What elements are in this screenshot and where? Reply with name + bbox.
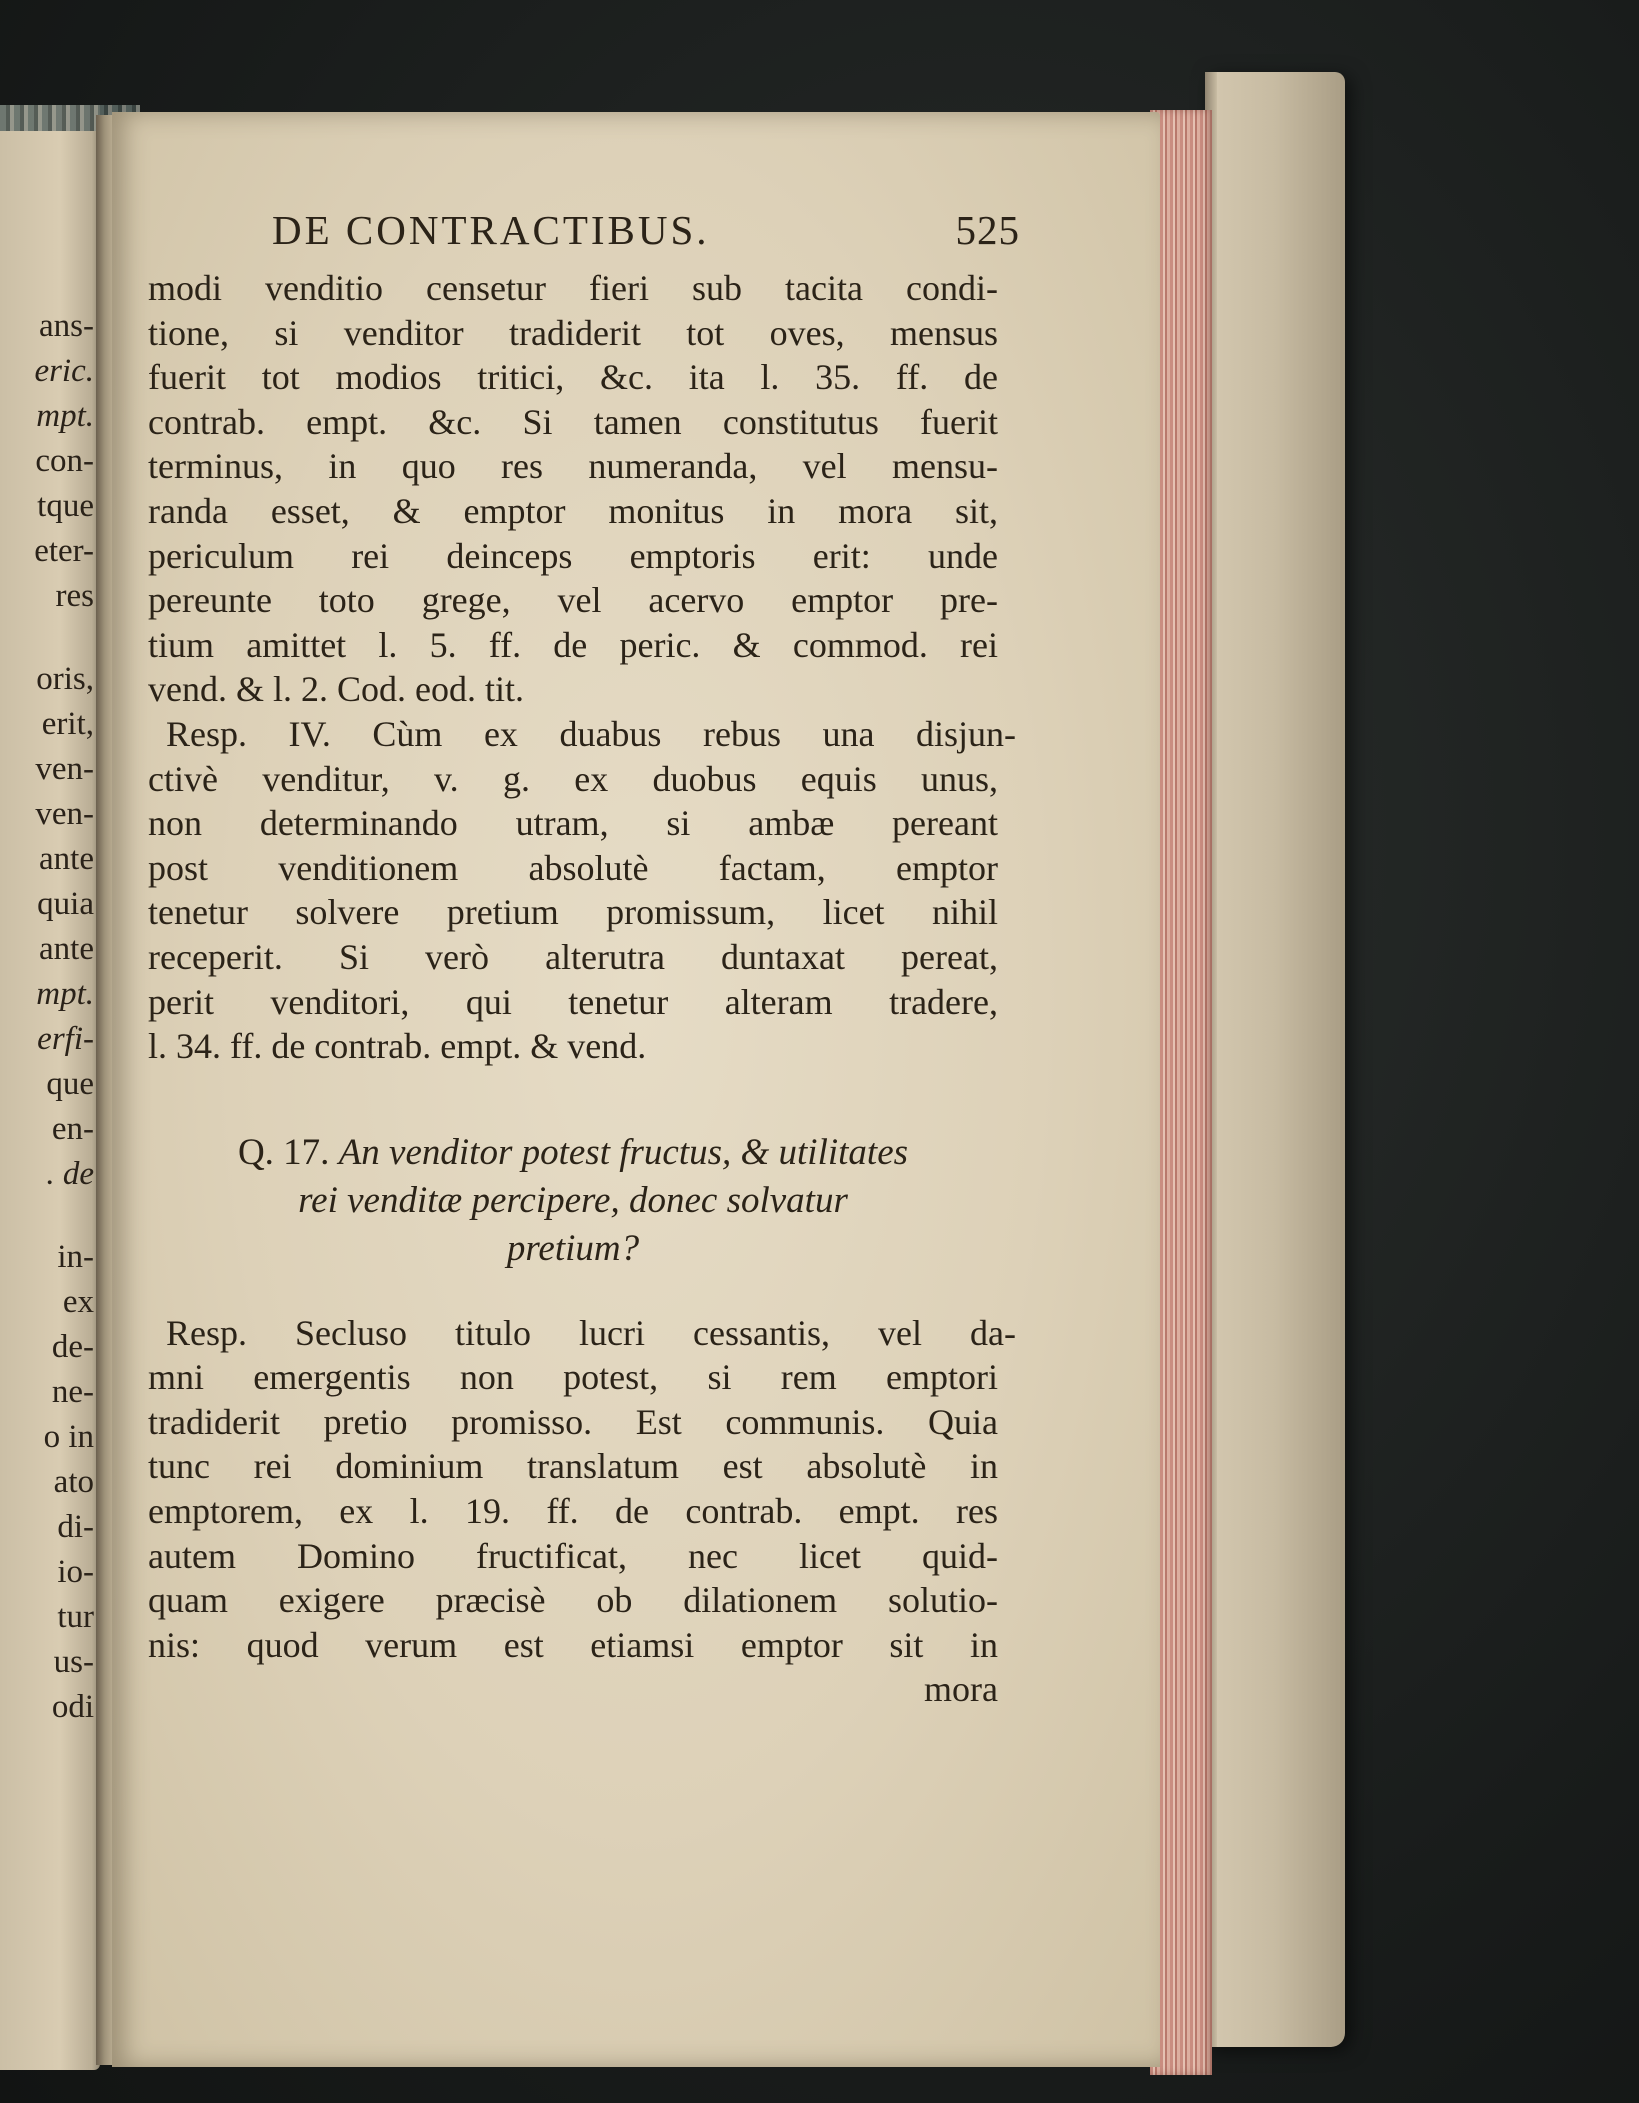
facing-page-line-end: odi: [51, 1689, 94, 1725]
text-line: modi venditio censetur fieri sub tacita condi-: [148, 268, 998, 308]
text-line: tium amittet l. 5. ff. de peric. & commod. rei: [148, 624, 998, 665]
facing-page-line-end: quia: [37, 886, 94, 922]
facing-page-line-end: mpt.: [36, 398, 94, 434]
facing-page-line-end: us-: [53, 1644, 94, 1680]
facing-page-line-end: en-: [51, 1111, 94, 1147]
text-line: tenetur solvere pretium promissum, licet nihil: [148, 892, 998, 933]
facing-page-line-end: tque: [37, 488, 94, 524]
question-line-2: rei venditæ percipere, donec solvatur: [298, 1179, 848, 1221]
text-line: contrab. empt. &c. Si tamen constitutus fuerit: [148, 401, 998, 442]
facing-page-line-end: di-: [57, 1509, 94, 1545]
text-line: emptorem, ex l. 19. ff. de contrab. empt. res: [148, 1491, 998, 1532]
text-line: non determinando utram, si ambæ pereant: [148, 803, 998, 844]
facing-page-line-end: que: [46, 1066, 94, 1102]
running-head-title: DE CONTRACTIBUS.: [272, 207, 710, 253]
facing-page-line-end: ante: [39, 931, 94, 967]
facing-page-line-end: mpt.: [36, 976, 94, 1012]
facing-page-line-end: ven-: [35, 751, 94, 787]
text-line: periculum rei deinceps emptoris erit: unde: [148, 535, 998, 576]
text-line: mni emergentis non potest, si rem emptori: [148, 1357, 998, 1398]
facing-page-line-end: in-: [57, 1239, 94, 1275]
facing-page-line-end: io-: [57, 1554, 94, 1590]
facing-page-line-end: res: [55, 578, 94, 614]
facing-page-line-end: tur: [57, 1599, 94, 1635]
text-line: Resp. IV. Cùm ex duabus rebus una disjun-: [166, 713, 1016, 754]
text-line: l. 34. ff. de contrab. empt. & vend.: [148, 1026, 647, 1067]
facing-page-line-end: ne-: [51, 1374, 94, 1410]
question-line-3: pretium?: [506, 1227, 640, 1269]
facing-page-line-end: erit,: [41, 706, 94, 742]
question-text: An venditor potest fructus, & utilitates: [338, 1131, 909, 1173]
book-cover-edge: [1205, 72, 1345, 2047]
facing-page-line-end: ans-: [39, 308, 94, 344]
question-heading: [148, 1129, 998, 1273]
text-line: tradiderit pretio promisso. Est communis. Quia: [148, 1401, 998, 1442]
facing-page-line-end: . de: [46, 1156, 94, 1192]
facing-page-line-end: ven-: [35, 796, 94, 832]
text-line: randa esset, & emptor monitus in mora sit,: [148, 490, 998, 531]
catchword: mora: [924, 1669, 998, 1710]
facing-page-line-end: ex: [62, 1284, 94, 1320]
facing-left-page: [0, 105, 100, 2070]
text-line: vend. & l. 2. Cod. eod. tit.: [148, 669, 524, 710]
text-line: autem Domino fructificat, nec licet quid-: [148, 1535, 998, 1576]
text-line: fuerit tot modios tritici, &c. ita l. 35. ff. de: [148, 357, 998, 398]
facing-page-line-end: o in: [43, 1419, 94, 1455]
facing-page-line-end: eric.: [34, 353, 94, 389]
facing-page-line-end: ato: [53, 1464, 94, 1500]
text-line: nis: quod verum est etiamsi emptor sit in: [148, 1624, 998, 1665]
text-line: tunc rei dominium translatum est absolutè in: [148, 1446, 998, 1487]
facing-page-line-end: eter-: [34, 533, 94, 569]
page-number: 525: [955, 207, 1020, 253]
question-line-1: [148, 1129, 998, 1177]
facing-page-line-end: ante: [39, 841, 94, 877]
paragraph-1: [148, 266, 998, 712]
text-line: quam exigere præcisè ob dilationem solutio-: [148, 1580, 998, 1621]
text-line: perit venditori, qui tenetur alteram tradere,: [148, 981, 998, 1022]
text-line: pereunte toto grege, vel acervo emptor pre-: [148, 580, 998, 621]
facing-page-line-end: oris,: [36, 661, 94, 697]
paragraph-3: [148, 1311, 1016, 1712]
text-line: terminus, in quo res numeranda, vel mensu-: [148, 446, 998, 487]
text-line: ctivè venditur, v. g. ex duobus equis unus,: [148, 758, 998, 799]
text-block: [148, 196, 1020, 1712]
paragraph-2: [148, 712, 1016, 1069]
text-line: tione, si venditor tradiderit tot oves, mensus: [148, 312, 998, 353]
text-line: receperit. Si verò alterutra duntaxat pereat,: [148, 936, 998, 977]
text-line: post venditionem absolutè factam, emptor: [148, 847, 998, 888]
facing-page-line-end: con-: [35, 443, 94, 479]
text-line: Resp. Secluso titulo lucri cessantis, vel da-: [166, 1312, 1016, 1353]
facing-page-line-end: erfi-: [37, 1021, 94, 1057]
running-head: [148, 196, 1020, 266]
question-number: Q. 17.: [237, 1131, 330, 1173]
facing-page-line-end: de-: [51, 1329, 94, 1365]
